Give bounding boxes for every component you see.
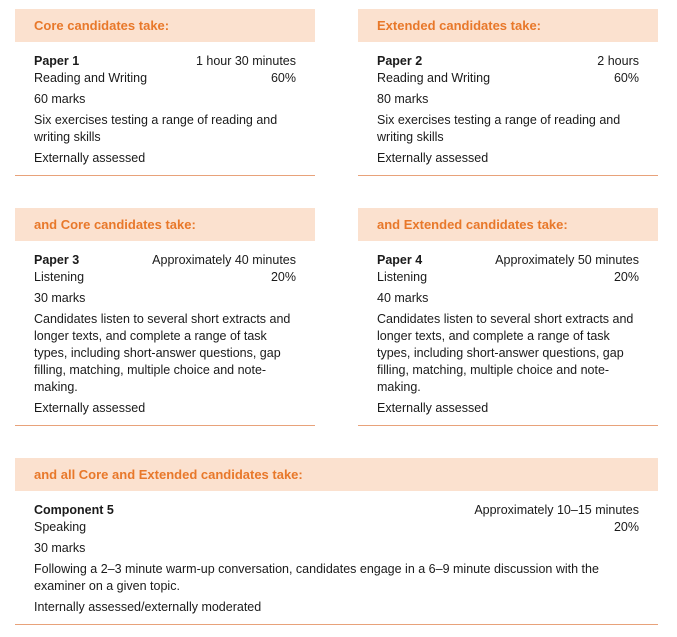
component-weight: 20% — [613, 520, 639, 534]
extended-listening-section-header: and Extended candidates take: — [358, 208, 658, 241]
component-marks: 30 marks — [34, 541, 86, 555]
component-subject-row — [34, 519, 639, 536]
paper-description: Six exercises testing a range of reading and writing skills — [377, 113, 621, 144]
paper-title-row — [377, 53, 639, 70]
paper-subject: Reading and Writing — [377, 71, 491, 85]
core-section-header: Core candidates take: — [15, 9, 315, 42]
paper-title: Paper 1 — [34, 54, 80, 68]
paper-assessment: Externally assessed — [34, 151, 146, 165]
paper-marks: 60 marks — [34, 92, 86, 106]
all-candidates-section — [15, 458, 658, 625]
paper-duration: 2 hours — [597, 54, 639, 68]
component-subject: Speaking — [34, 520, 87, 534]
paper-subject-row — [377, 269, 639, 286]
core-listening-section — [15, 208, 315, 426]
extended-section-body — [358, 42, 658, 176]
paper-description: Six exercises testing a range of reading and writing skills — [34, 113, 278, 144]
paper-duration: Approximately 50 minutes — [495, 253, 639, 267]
paper-weight: 60% — [613, 71, 639, 85]
paper-subject-row — [377, 70, 639, 87]
core-section-body — [15, 42, 315, 176]
paper-description: Candidates listen to several short extracts and longer texts, and complete a range of task types, including short-answer questions, gap filling, matching, multiple choice and note-making. — [377, 312, 634, 394]
paper-subject-row — [34, 70, 296, 87]
component-description: Following a 2–3 minute warm-up conversation, candidates engage in a 6–9 minute discussion with the examiner on a given topic. — [34, 562, 599, 593]
component-duration: Approximately 10–15 minutes — [474, 503, 639, 517]
paper-weight: 20% — [613, 270, 639, 284]
core-listening-section-body — [15, 241, 315, 426]
component-assessment: Internally assessed/externally moderated — [34, 600, 262, 614]
paper-assessment: Externally assessed — [377, 151, 489, 165]
paper-weight: 60% — [270, 71, 296, 85]
paper-weight: 20% — [270, 270, 296, 284]
paper-assessment: Externally assessed — [34, 401, 146, 415]
extended-listening-section — [358, 208, 658, 426]
paper-subject: Reading and Writing — [34, 71, 148, 85]
paper-marks: 40 marks — [377, 291, 429, 305]
component-title: Component 5 — [34, 503, 114, 517]
paper-title: Paper 3 — [34, 253, 80, 267]
paper-subject: Listening — [377, 270, 428, 284]
paper-title-row — [34, 53, 296, 70]
paper-marks: 30 marks — [34, 291, 86, 305]
paper-subject: Listening — [34, 270, 85, 284]
all-candidates-section-body — [15, 491, 658, 625]
paper-assessment: Externally assessed — [377, 401, 489, 415]
all-candidates-section-header: and all Core and Extended candidates take: — [15, 458, 658, 491]
paper-duration: Approximately 40 minutes — [152, 253, 296, 267]
paper-title: Paper 2 — [377, 54, 423, 68]
paper-subject-row — [34, 269, 296, 286]
extended-section — [358, 9, 658, 176]
component-title-row — [34, 502, 639, 519]
extended-section-header: Extended candidates take: — [358, 9, 658, 42]
paper-title-row — [34, 252, 296, 269]
paper-duration: 1 hour 30 minutes — [195, 54, 296, 68]
core-section — [15, 9, 315, 176]
extended-listening-section-body — [358, 241, 658, 426]
paper-title-row — [377, 252, 639, 269]
core-listening-section-header: and Core candidates take: — [15, 208, 315, 241]
paper-title: Paper 4 — [377, 253, 423, 267]
paper-description: Candidates listen to several short extracts and longer texts, and complete a range of task types, including short-answer questions, gap filling, matching, multiple choice and note-making. — [34, 312, 291, 394]
paper-marks: 80 marks — [377, 92, 429, 106]
